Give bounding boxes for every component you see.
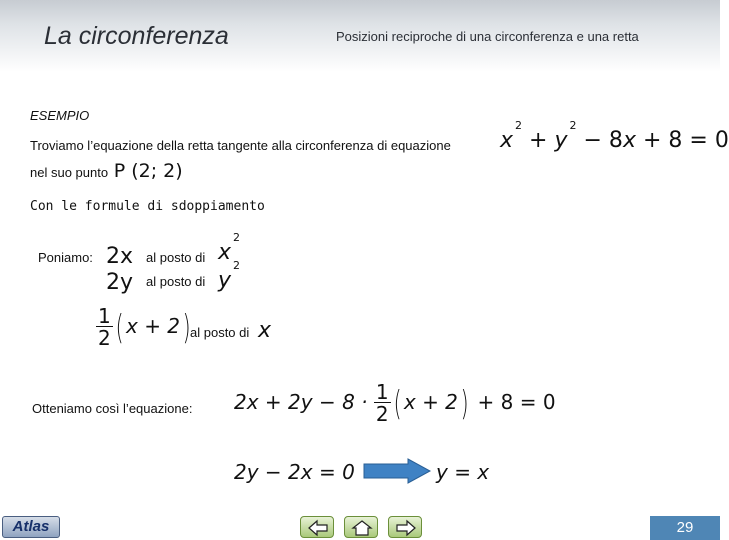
row3-target: x — [258, 318, 272, 343]
example-intro-line1: Troviamo l’equazione della retta tangente alla circonferenza di equazione — [30, 138, 451, 153]
example-point: P (2; 2) — [113, 160, 183, 182]
substitution-row-1 — [106, 244, 133, 269]
method-heading: Con le formule di sdoppiamento — [30, 199, 265, 214]
poniamo-label: Poniamo: — [38, 250, 93, 265]
next-slide-button[interactable] — [388, 516, 422, 538]
example-intro-text: nel suo punto — [30, 165, 109, 180]
row3-expr: $\frac{1}{2}$ ( x + 2) — [98, 304, 191, 350]
example-label: ESEMPIO — [30, 108, 90, 123]
result-equation-3: y = x — [436, 460, 490, 484]
given-equation: $x^2 + y^2 - 8x + 8 = 0$ — [500, 118, 729, 153]
page-title: La circonferenza — [44, 22, 229, 50]
page-number: 29 — [650, 516, 720, 540]
row1-target: $x^2$ — [218, 230, 241, 265]
example-intro-line2 — [30, 160, 183, 182]
home-button[interactable] — [344, 516, 378, 538]
row1-al-posto-di: al posto di — [146, 250, 206, 265]
row2-al-posto-di: al posto di — [146, 274, 206, 289]
arrow-left-icon — [308, 520, 328, 536]
row2-expr: 2y — [106, 270, 134, 295]
header-bar — [0, 0, 720, 72]
atlas-logo: Atlas — [2, 516, 60, 538]
row2-target: $y^2$ — [218, 258, 241, 293]
home-icon — [352, 520, 372, 536]
implies-arrow-icon — [362, 458, 432, 484]
result-equation-1: 2x + 2y − 8 · $\frac{1}{2}$ ( x + 2) + 8 = 0 — [234, 380, 556, 426]
prev-slide-button[interactable] — [300, 516, 334, 538]
result-label: Otteniamo così l’equazione: — [32, 401, 193, 416]
page-subtitle: Posizioni reciproche di una circonferenza e una retta — [336, 29, 639, 44]
arrow-right-icon — [396, 520, 416, 536]
row1-expr: 2x — [106, 244, 134, 269]
row3-al-posto-di: al posto di — [190, 325, 250, 340]
result-equation-2: 2y − 2x = 0 — [234, 460, 355, 484]
